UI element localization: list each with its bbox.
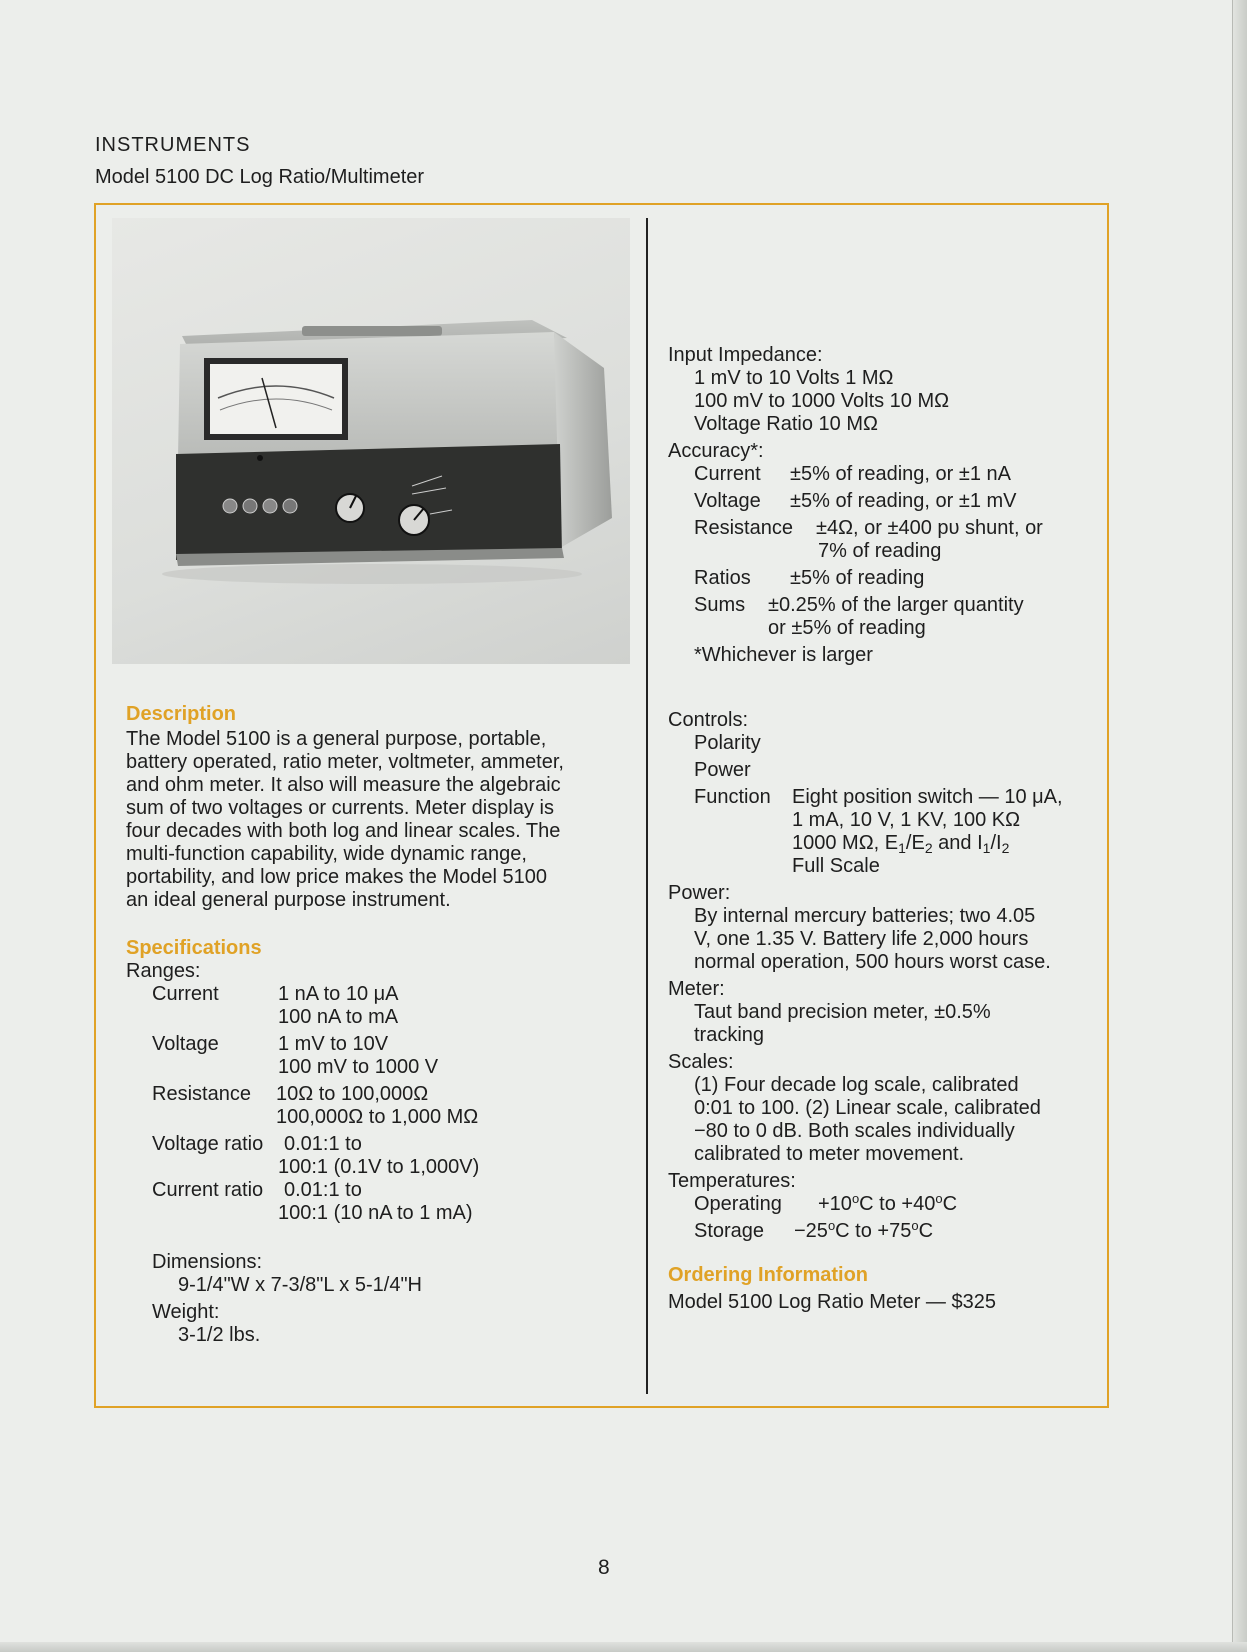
scales-value: (1) Four decade log scale, calibrated bbox=[694, 1074, 1019, 1096]
column-divider bbox=[646, 218, 648, 1394]
gnd1-jack bbox=[243, 499, 257, 513]
spec-value: 0.01:1 to bbox=[284, 1133, 362, 1155]
accuracy-sums-row bbox=[694, 594, 1108, 640]
accuracy-item-label: Sums bbox=[694, 594, 746, 616]
scales-label: Scales: bbox=[668, 1051, 734, 1073]
accuracy-item-value: ±4Ω, or ±400 pυ shunt, or bbox=[816, 517, 1043, 539]
impedance-value: Voltage Ratio 10 MΩ bbox=[694, 413, 878, 435]
temp-text: C to +75 bbox=[835, 1220, 912, 1242]
spec-current-row bbox=[152, 983, 636, 1029]
accuracy-resistance-row bbox=[694, 517, 1108, 563]
meter-value: tracking bbox=[694, 1024, 765, 1046]
temp-label: Storage bbox=[694, 1220, 765, 1242]
accuracy-voltage-row bbox=[694, 490, 1108, 513]
spec-values bbox=[276, 1083, 478, 1129]
accuracy-item-values bbox=[816, 517, 1043, 563]
temp-text: −25 bbox=[794, 1220, 828, 1242]
scales-value: 0:01 to 100. (2) Linear scale, calibrated bbox=[694, 1097, 1041, 1119]
temp-label: Operating bbox=[694, 1193, 782, 1215]
description-line: multi-function capability, wide dynamic range, bbox=[126, 843, 527, 865]
spec-value: 1 nA to 10 μA bbox=[278, 983, 399, 1005]
description-line: The Model 5100 is a general purpose, portable, bbox=[126, 728, 547, 750]
control-item: Function bbox=[694, 786, 771, 808]
weight-value: 3-1/2 lbs. bbox=[178, 1324, 261, 1346]
control-item: Polarity bbox=[694, 732, 761, 754]
accuracy-ratios-row bbox=[694, 567, 1108, 590]
control-function-text: /I bbox=[990, 832, 1002, 854]
spec-value: 100 mV to 1000 V bbox=[278, 1056, 439, 1078]
accuracy-item-value: ±0.25% of the larger quantity bbox=[768, 594, 1024, 616]
dimensions-label: Dimensions: bbox=[152, 1251, 263, 1273]
control-function-value bbox=[792, 832, 1063, 855]
model-title: Model 5100 DC Log Ratio/Multimeter bbox=[95, 166, 425, 188]
control-function-text: 1000 MΩ, E bbox=[792, 832, 899, 854]
description-line: four decades with both log and linear scales. The bbox=[126, 820, 561, 842]
accuracy-item-value: ±5% of reading, or ±1 nA bbox=[790, 463, 1011, 485]
page-bottom-edge bbox=[0, 1642, 1247, 1652]
accuracy-item-label: Current bbox=[694, 463, 761, 485]
accuracy-item-label: Ratios bbox=[694, 567, 751, 589]
page-edge-shadow bbox=[1232, 0, 1247, 1652]
impedance-value: 1 mV to 10 Volts 1 MΩ bbox=[694, 367, 894, 389]
temp-operating-row bbox=[694, 1193, 1108, 1216]
accuracy-item-values bbox=[768, 594, 1024, 640]
temp-value bbox=[794, 1220, 933, 1243]
photo-shadow bbox=[162, 564, 582, 584]
control-function-text: and I bbox=[932, 832, 983, 854]
temp-text: +10 bbox=[818, 1193, 852, 1215]
description-line: battery operated, ratio meter, voltmeter, ammeter, bbox=[126, 751, 564, 773]
control-function-value: Eight position switch — 10 μA, bbox=[792, 786, 1063, 808]
accuracy-item-value: 7% of reading bbox=[818, 540, 942, 562]
spec-value: 0.01:1 to bbox=[284, 1179, 362, 1201]
temp-text: C bbox=[942, 1193, 958, 1215]
degree-mark: o bbox=[827, 1218, 836, 1233]
spec-value: 10Ω to 100,000Ω bbox=[276, 1083, 429, 1105]
ordering-heading: Ordering Information bbox=[668, 1264, 868, 1286]
spec-label: Current ratio bbox=[152, 1179, 264, 1201]
spec-values bbox=[278, 983, 399, 1029]
spec-label: Current bbox=[152, 983, 219, 1005]
spec-label: Resistance bbox=[152, 1083, 251, 1105]
spec-voltage-ratio-row bbox=[152, 1133, 636, 1156]
scales-value: −80 to 0 dB. Both scales individually bbox=[694, 1120, 1015, 1142]
input2-jack bbox=[263, 499, 277, 513]
left-column bbox=[126, 702, 636, 1347]
control-function-value: 1 mA, 10 V, 1 KV, 100 KΩ bbox=[792, 809, 1021, 831]
spec-voltage-row bbox=[152, 1033, 636, 1079]
spec-value: 100 nA to mA bbox=[278, 1006, 399, 1028]
handle-slot bbox=[302, 326, 442, 336]
right-column bbox=[668, 344, 1108, 1314]
spec-value: 1 mV to 10V bbox=[278, 1033, 389, 1055]
description-line: an ideal general purpose instrument. bbox=[126, 889, 451, 911]
temp-storage-row bbox=[694, 1220, 1108, 1243]
spec-value: 100,000Ω to 1,000 MΩ bbox=[276, 1106, 479, 1128]
description-line: and ohm meter. It also will measure the algebraic bbox=[126, 774, 561, 796]
spec-value: 100:1 (10 nA to 1 mA) bbox=[278, 1202, 473, 1224]
page-header bbox=[95, 132, 424, 190]
control-function-text: /E bbox=[905, 832, 925, 854]
power-value: V, one 1.35 V. Battery life 2,000 hours bbox=[694, 928, 1029, 950]
spec-resistance-row bbox=[152, 1083, 636, 1129]
control-function-value: Full Scale bbox=[792, 855, 880, 877]
temperatures-label: Temperatures: bbox=[668, 1170, 796, 1192]
degree-mark: o bbox=[935, 1191, 943, 1206]
impedance-label: Input Impedance: bbox=[668, 344, 823, 366]
subscript: 2 bbox=[924, 840, 933, 856]
control-function-row bbox=[694, 786, 1108, 878]
accuracy-item-value: ±5% of reading, or ±1 mV bbox=[790, 490, 1017, 512]
ranges-label: Ranges: bbox=[126, 960, 201, 982]
ordering-value: Model 5100 Log Ratio Meter — $325 bbox=[668, 1291, 996, 1313]
description-line: portability, and low price makes the Model 5100 bbox=[126, 866, 547, 888]
control-item: Power bbox=[694, 759, 751, 781]
subscript: 1 bbox=[898, 840, 906, 856]
dimensions-value: 9-1/4"W x 7-3/8"L x 5-1/4"H bbox=[178, 1274, 422, 1296]
temp-value bbox=[818, 1193, 957, 1216]
subscript: 1 bbox=[982, 840, 991, 856]
indicator-dot bbox=[257, 455, 263, 461]
accuracy-item-label: Voltage bbox=[694, 490, 761, 512]
meter-label: Meter: bbox=[668, 978, 725, 1000]
case-side bbox=[554, 332, 612, 548]
accuracy-item-value: or ±5% of reading bbox=[768, 617, 926, 639]
weight-label: Weight: bbox=[152, 1301, 220, 1323]
power-value: normal operation, 500 hours worst case. bbox=[694, 951, 1051, 973]
page-number: 8 bbox=[598, 1556, 610, 1579]
temp-text: C bbox=[918, 1220, 934, 1242]
power-label: Power: bbox=[668, 882, 731, 904]
instrument-illustration bbox=[112, 218, 630, 664]
gnd2-jack bbox=[283, 499, 297, 513]
temp-text: C to +40 bbox=[859, 1193, 936, 1215]
degree-mark: o bbox=[851, 1191, 860, 1206]
spec-values bbox=[278, 1033, 438, 1079]
spec-label: Voltage ratio bbox=[152, 1133, 264, 1155]
control-function-values bbox=[792, 786, 1063, 878]
accuracy-current-row bbox=[694, 463, 1108, 486]
spec-label: Voltage bbox=[152, 1033, 219, 1055]
accuracy-label: Accuracy*: bbox=[668, 440, 764, 462]
spec-current-ratio-row bbox=[152, 1179, 636, 1202]
section-title: INSTRUMENTS bbox=[95, 134, 251, 156]
instrument-photo bbox=[112, 218, 630, 664]
controls-label: Controls: bbox=[668, 709, 749, 731]
description-line: sum of two voltages or currents. Meter display is bbox=[126, 797, 554, 819]
degree-mark: o bbox=[911, 1218, 919, 1233]
meter-value: Taut band precision meter, ±0.5% bbox=[694, 1001, 991, 1023]
subscript: 2 bbox=[1001, 840, 1010, 856]
accuracy-footnote: *Whichever is larger bbox=[694, 644, 873, 666]
input1-jack bbox=[223, 499, 237, 513]
spec-value: 100:1 (0.1V to 1,000V) bbox=[278, 1156, 480, 1178]
description-body bbox=[126, 728, 636, 912]
description-heading: Description bbox=[126, 703, 237, 725]
impedance-value: 100 mV to 1000 Volts 10 MΩ bbox=[694, 390, 950, 412]
specifications-heading: Specifications bbox=[126, 937, 262, 959]
accuracy-item-value: ±5% of reading bbox=[790, 567, 925, 589]
scales-value: calibrated to meter movement. bbox=[694, 1143, 965, 1165]
accuracy-item-label: Resistance bbox=[694, 517, 793, 539]
power-value: By internal mercury batteries; two 4.05 bbox=[694, 905, 1036, 927]
